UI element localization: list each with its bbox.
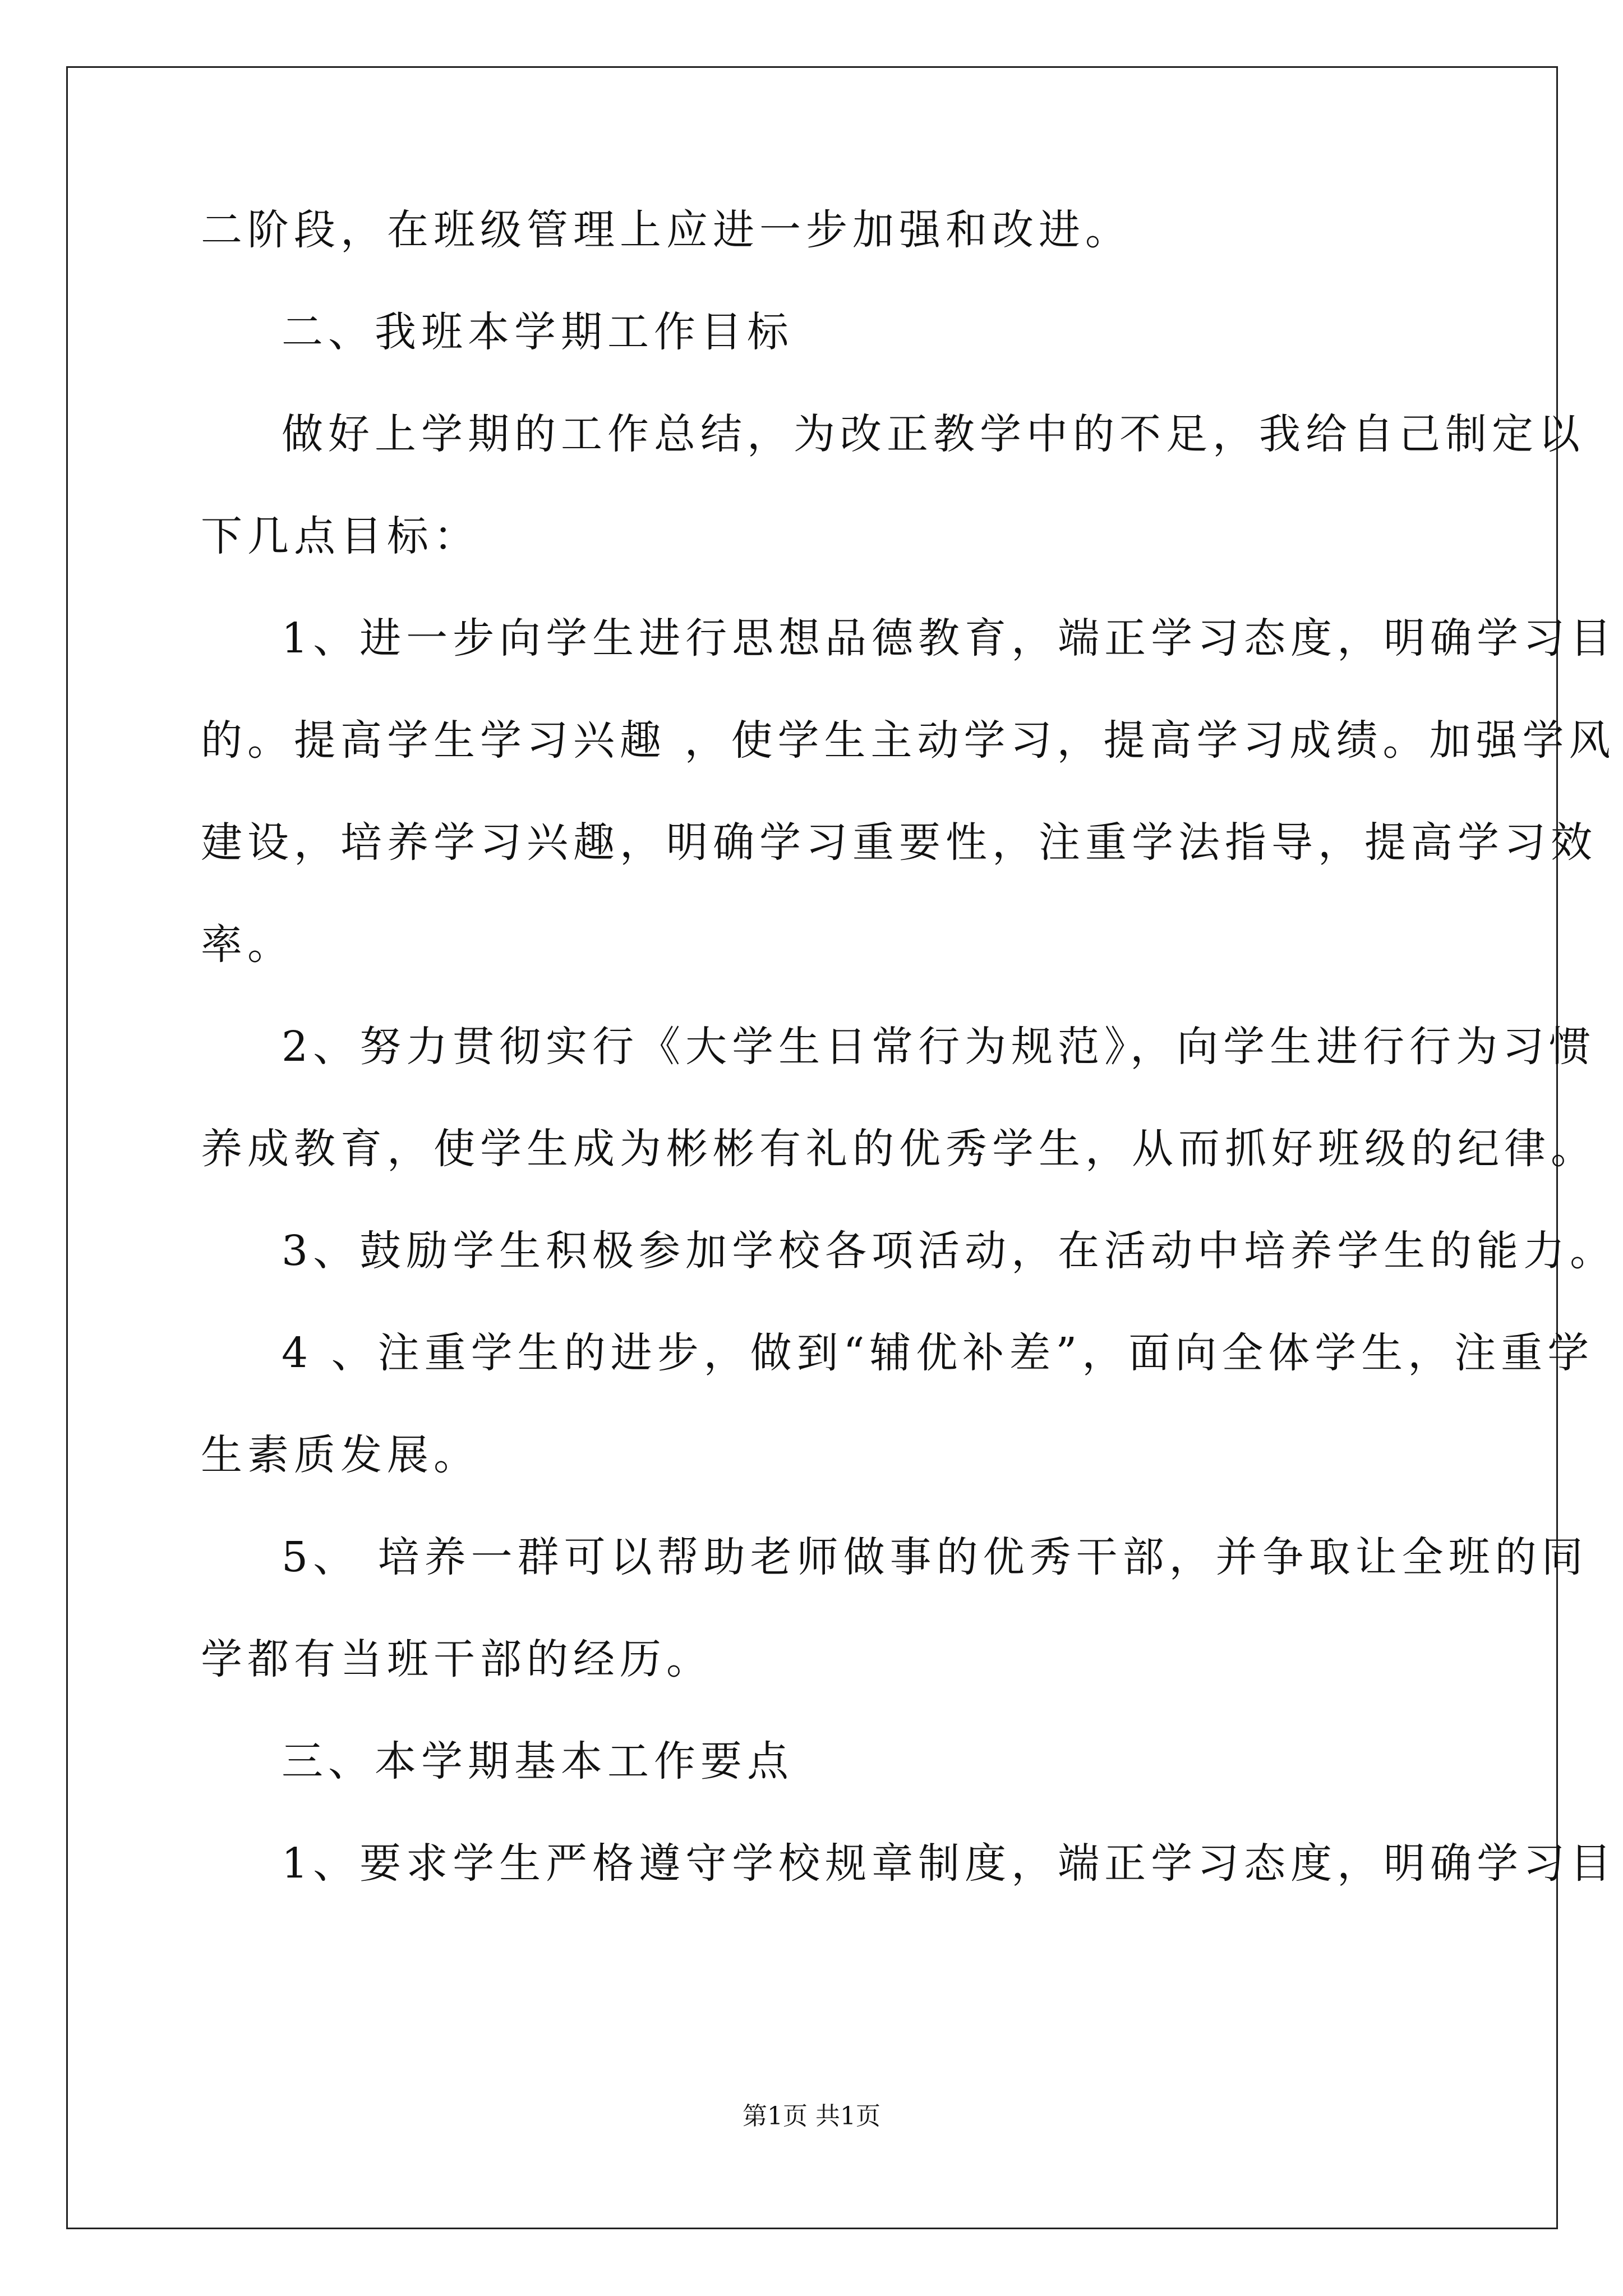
text-line: 二阶段，在班级管理上应进一步加强和改进。 — [201, 206, 1132, 254]
text-line: 4 、注重学生的进步，做到“辅优补差”，面向全体学生，注重学 — [282, 1329, 1594, 1377]
text-line: 2、努力贯彻实行《大学生日常行为规范》，向学生进行行为习惯 — [282, 1023, 1596, 1071]
text-line: 3、鼓励学生积极参加学校各项活动，在活动中培养学生的能力。 — [282, 1227, 1617, 1275]
text-line: 1、进一步向学生进行思想品德教育，端正学习态度，明确学习目 — [282, 614, 1617, 662]
text-line: 的。提高学生学习兴趣 ，使学生主动学习，提高学习成绩。加强学风 — [201, 716, 1616, 765]
section-heading: 二、我班本学期工作目标 — [282, 308, 794, 356]
section-heading: 三、本学期基本工作要点 — [282, 1737, 794, 1786]
text-line: 生素质发展。 — [201, 1431, 480, 1479]
text-line: 下几点目标： — [201, 512, 480, 560]
text-line: 建设，培养学习兴趣，明确学习重要性，注重学法指导，提高学习效 — [201, 818, 1597, 867]
text-line: 5、 培养一群可以帮助老师做事的优秀干部，并争取让全班的同 — [282, 1533, 1588, 1581]
page-footer: 第1页 共1页 — [743, 2102, 880, 2131]
text-line: 做好上学期的工作总结，为改正教学中的不足，我给自己制定以 — [282, 410, 1585, 458]
text-line: 率。 — [201, 921, 294, 969]
text-line: 学都有当班干部的经历。 — [201, 1635, 713, 1683]
text-line: 养成教育，使学生成为彬彬有礼的优秀学生，从而抓好班级的纪律。 — [201, 1125, 1597, 1173]
text-line: 1、要求学生严格遵守学校规章制度，端正学习态度，明确学习目 — [282, 1839, 1617, 1888]
